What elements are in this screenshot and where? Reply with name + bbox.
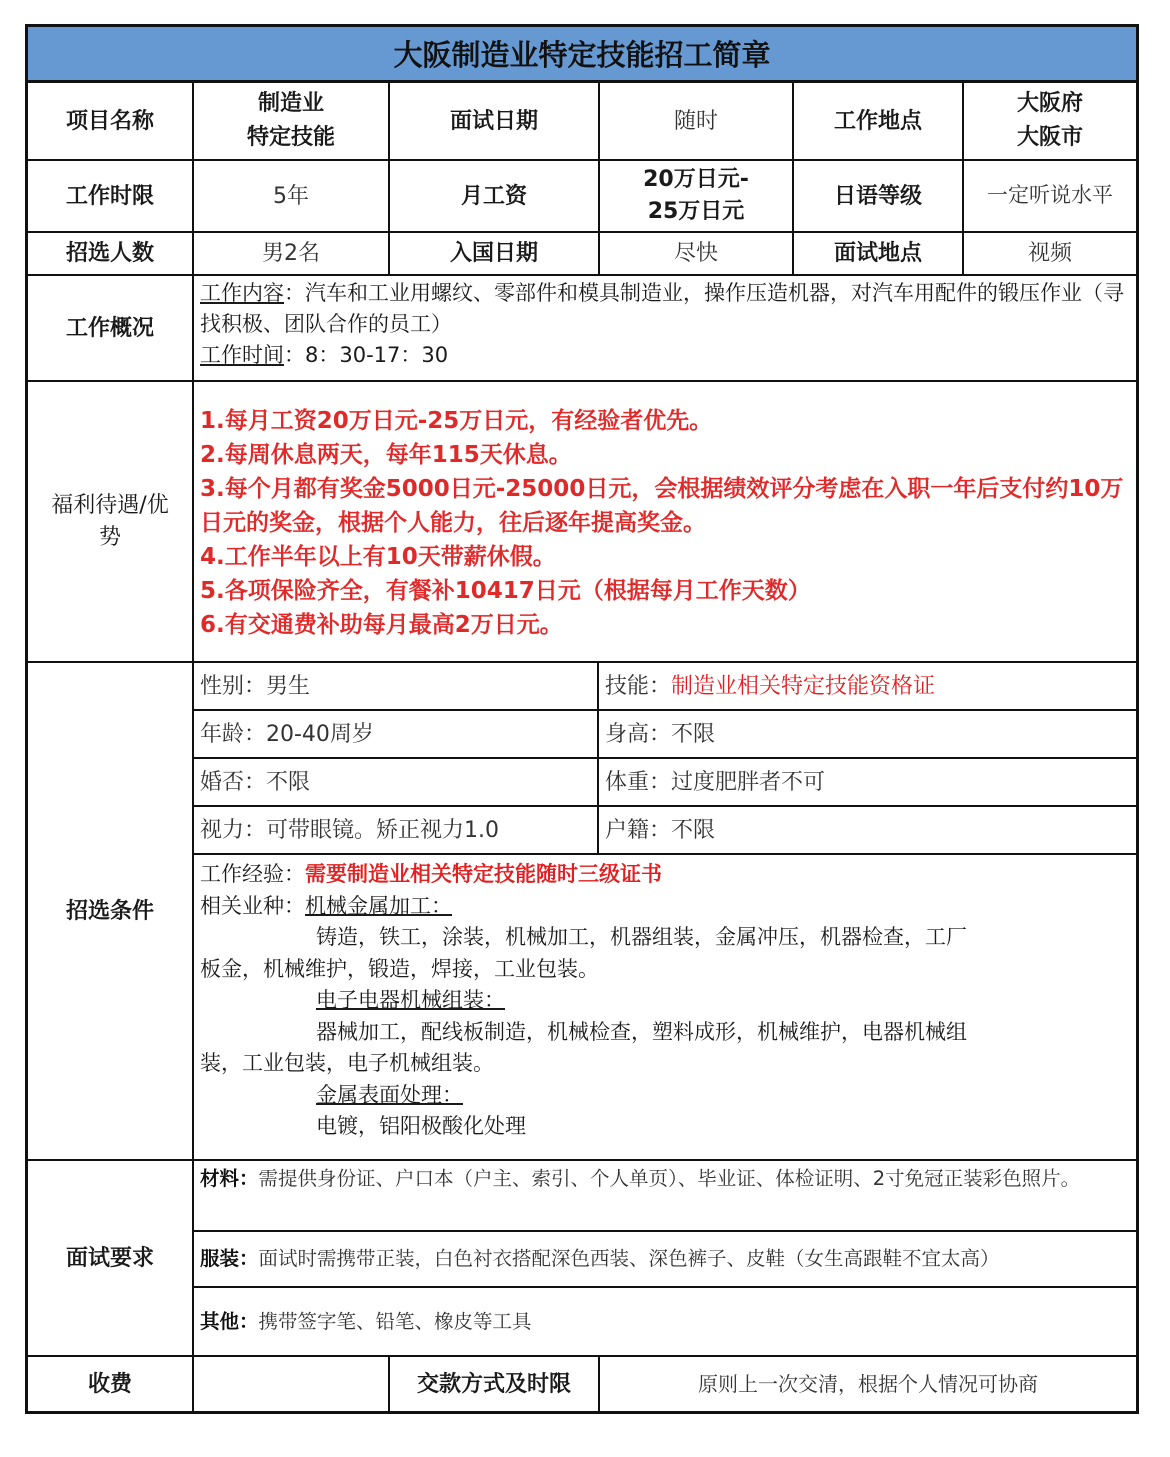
benefits-label-line1: 福利待遇/优	[51, 492, 169, 518]
interview-materials	[194, 1161, 1136, 1232]
condition-height-key: 身高：	[605, 721, 672, 747]
salary-line1: 20万日元-	[643, 167, 749, 192]
benefit-item: 6.有交通费补助每月最高2万日元。	[200, 612, 563, 638]
conditions-label: 招选条件	[28, 663, 194, 1161]
interview-place-label: 面试地点	[794, 233, 964, 276]
interview-place-value: 视频	[964, 233, 1136, 276]
condition-residence	[599, 807, 1136, 855]
work-location-label: 工作地点	[794, 83, 964, 161]
condition-residence-value: 不限	[671, 817, 716, 843]
fields-key: 相关业种：	[200, 893, 305, 918]
overview-content	[194, 276, 1136, 382]
condition-residence-key: 户籍：	[605, 817, 672, 843]
location-line2: 大阪市	[1016, 125, 1083, 150]
materials-key: 材料：	[200, 1167, 259, 1190]
condition-weight-key: 体重：	[605, 769, 672, 795]
work-content-text: ：汽车和工业用螺纹、零部件和模具制造业，操作压造机器，对汽车用配件的锻压作业（寻找积极、团队合作的员工）	[200, 281, 1124, 336]
benefit-item: 4.工作半年以上有10天带薪休假。	[200, 544, 556, 570]
other-key: 其他：	[200, 1309, 259, 1333]
other-text: 携带签字笔、铅笔、橡皮等工具	[258, 1309, 532, 1333]
category-name: 电子电器机械组装：	[316, 988, 505, 1012]
work-hours-key: 工作时间	[200, 343, 284, 367]
benefit-item: 3.每个月都有奖金5000日元-25000日元，会根据绩效评分考虑在入职一年后支付约10万日元的奖金，根据个人能力，往后逐年提高奖金。	[200, 476, 1124, 536]
condition-skill-key: 技能：	[605, 673, 672, 699]
fee-label: 收费	[28, 1357, 194, 1411]
work-content-key: 工作内容	[200, 281, 284, 305]
headcount-value: 男2名	[194, 233, 390, 276]
category-line: 器械加工，配线板制造，机械检查，塑料成形，机械维护，电器机械组	[316, 1019, 967, 1044]
condition-marital: 婚否：不限	[194, 759, 599, 807]
payment-method-value: 原则上一次交清，根据个人情况可协商	[698, 1372, 1038, 1396]
experience-key: 工作经验：	[200, 862, 305, 886]
japanese-level-value: 一定听说水平	[964, 161, 1136, 233]
benefits-label-line2: 势	[98, 524, 121, 550]
salary-line2: 25万日元	[647, 199, 745, 224]
payment-method-label: 交款方式及时限	[390, 1357, 600, 1411]
condition-age: 年龄：20-40周岁	[194, 711, 599, 759]
work-location-value	[964, 83, 1136, 161]
condition-skill	[599, 663, 1136, 711]
work-term-label: 工作时限	[28, 161, 194, 233]
japanese-level-label: 日语等级	[794, 161, 964, 233]
overview-label: 工作概况	[28, 276, 194, 382]
benefit-item: 1.每月工资20万日元-25万日元，有经验者优先。	[200, 408, 713, 434]
dress-text: 面试时需携带正装，白色衬衣搭配深色西装、深色裤子、皮鞋（女生高跟鞋不宜太高）	[258, 1247, 1000, 1271]
project-name-label: 项目名称	[28, 83, 194, 161]
interview-date-label: 面试日期	[390, 83, 600, 161]
category-line: 电镀，铝阳极酸化处理	[316, 1114, 526, 1138]
salary-value	[600, 161, 794, 233]
condition-weight-value: 过度肥胖者不可	[671, 769, 826, 795]
dress-key: 服装：	[200, 1247, 259, 1271]
benefit-item: 2.每周休息两天，每年115天休息。	[200, 442, 572, 468]
salary-label: 月工资	[390, 161, 600, 233]
location-line1: 大阪府	[1016, 91, 1083, 116]
category-name: 金属表面处理：	[316, 1082, 463, 1107]
materials-text: 需提供身份证、户口本（户主、索引、个人单页）、毕业证、体检证明、2寸免冠正装彩色照片。	[258, 1167, 1081, 1190]
project-name-value	[194, 83, 390, 161]
category-line: 铸造，铁工，涂装，机械加工，机器组装，金属冲压，机器检查，工厂	[316, 925, 967, 949]
benefit-item: 5.各项保险齐全，有餐补10417日元（根据每月工作天数）	[200, 578, 811, 604]
entry-date-value: 尽快	[600, 233, 794, 276]
recruitment-table	[25, 24, 1139, 1414]
page-title: 大阪制造业特定技能招工简章	[28, 27, 1136, 83]
condition-gender: 性别：男生	[194, 663, 599, 711]
fee-value	[194, 1357, 390, 1411]
condition-weight	[599, 759, 1136, 807]
interview-date-value: 随时	[600, 83, 794, 161]
category-line: 装，工业包装，电子机械组装。	[200, 1051, 494, 1075]
project-name-line1: 制造业	[257, 91, 324, 116]
category-line: 板金，机械维护，锻造，焊接，工业包装。	[200, 956, 599, 981]
condition-height-value: 不限	[671, 721, 716, 747]
benefits-list	[194, 382, 1136, 663]
work-hours-text: ：8：30-17：30	[284, 343, 449, 367]
entry-date-label: 入国日期	[390, 233, 600, 276]
experience-value: 需要制造业相关特定技能随时三级证书	[305, 862, 662, 886]
interview-req-label: 面试要求	[28, 1161, 194, 1357]
interview-other	[194, 1288, 1136, 1357]
category-name: 机械金属加工：	[305, 893, 452, 918]
condition-skill-value: 制造业相关特定技能资格证	[671, 673, 936, 699]
experience-block	[194, 855, 1136, 1161]
work-term-value: 5年	[194, 161, 390, 233]
project-name-line2: 特定技能	[246, 125, 335, 150]
interview-dress	[194, 1232, 1136, 1288]
condition-vision: 视力：可带眼镜。矫正视力1.0	[194, 807, 599, 855]
headcount-label: 招选人数	[28, 233, 194, 276]
condition-height	[599, 711, 1136, 759]
benefits-label	[28, 382, 194, 663]
